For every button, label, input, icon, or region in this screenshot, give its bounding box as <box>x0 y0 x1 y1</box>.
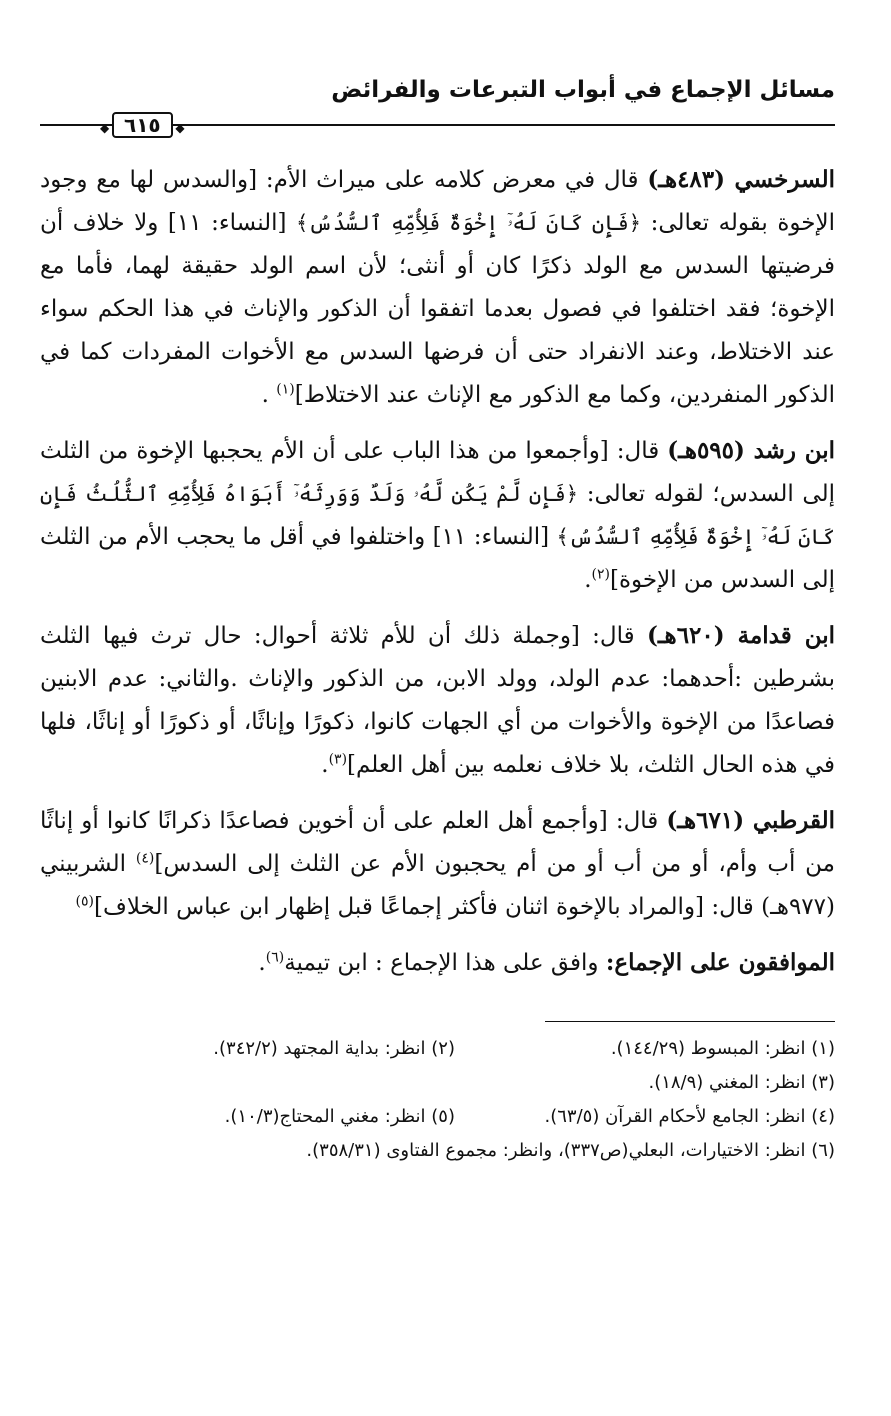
agreement-label: الموافقون على الإجماع: <box>605 949 835 976</box>
page <box>40 70 835 1168</box>
paragraph-qurtubi: القرطبي (٦٧١هـ) قال: [وأجمع أهل العلم على أن أخوين فصاعدًا ذكرانًا كانوا أو إناثًا من أب وأم، أو من أب أو من أم يحجبون الأم عن الثلث إلى السدس]$^{(٤)}$ الشربيني (٩٧٧هـ) قال: [والمراد بالإخوة اثنان فأكثر إجماعًا قبل إظهار ابن عباس الخلاف]$^{(٥)}$ <box>40 807 835 920</box>
page-number: ◆ ٦١٥ ◆ <box>112 112 173 138</box>
footnote-ref: (١) <box>276 381 295 398</box>
scholar-name: ابن قدامة (٦٢٠هـ) <box>646 622 835 649</box>
footnote-4: (٤) انظر: الجامع لأحكام القرآن (٦٣/٥). <box>544 1106 835 1127</box>
scholar-name: القرطبي (٦٧١هـ) <box>666 807 835 834</box>
footnote-6: (٦) انظر: الاختيارات، البعلي(ص٣٣٧)، وانظر: مجموع الفتاوى (٣٥٨/٣١). <box>306 1140 835 1161</box>
footnote-separator <box>545 1021 835 1022</box>
quran-verse: ﴿فَإِن لَّمْ يَكُن لَّهُۥ وَلَدٌ وَوَرِثَهُۥٓ أَبَوَاهُ فَلِأُمِّهِ ٱلثُّلُثُ فَإِن كَانَ لَهُۥٓ إِخْوَةٌ فَلِأُمِّهِ ٱلسُّدُسُ﴾ <box>40 482 835 549</box>
footnote-ref: (٣) <box>328 751 348 768</box>
footnote-ref: (٥) <box>75 893 94 910</box>
agreement-line: الموافقون على الإجماع: وافق على هذا الإجماع : ابن تيمية$^{(٦)}$. <box>258 949 835 976</box>
footnote-row <box>40 1032 835 1066</box>
paragraph-ibn-rushd: ابن رشد (٥٩٥هـ) قال: [وأجمعوا من هذا الباب على أن الأم يحجبها الإخوة من الثلث إلى السدس؛ لقوله تعالى: ﴿فَإِن لَّمْ يَكُن لَّهُۥ وَلَدٌ وَوَرِثَهُۥٓ أَبَوَاهُ فَلِأُمِّهِ ٱلثُّلُثُ فَإِن كَانَ لَهُۥٓ إِخْوَةٌ فَلِأُمِّهِ ٱلسُّدُسُ﴾ [النساء: ١١] واختلفوا في أقل ما يحجب الأم من الثلث إلى السدس من الإخوة]$^{(٢)}$. <box>40 437 836 593</box>
footnote-row <box>40 1066 835 1100</box>
header-title: مسائل الإجماع في أبواب التبرعات والفرائض <box>331 77 835 103</box>
main-text <box>40 158 835 985</box>
paragraph-ibn-qudama: ابن قدامة (٦٢٠هـ) قال: [وجملة ذلك أن للأم ثلاثة أحوال: حال ترث فيها الثلث بشرطين :أحدهما: عدم الولد، وولد الابن، من الذكور والإناث .والثاني: عدم الابنين فصاعدًا من الإخوة والأخوات من أي الجهات كانوا، ذكورًا وإناثًا، أو ذكورًا أو إناثًا، فلها في هذه الحال الثلث، بلا خلاف نعلمه بين أهل العلم]$^{(٣)}$. <box>40 622 835 778</box>
running-header <box>40 70 835 110</box>
footnote-1: (١) انظر: المبسوط (١٤٤/٢٩). <box>610 1038 835 1059</box>
footnote-3: (٣) انظر: المغني (١٨/٩). <box>648 1072 835 1093</box>
header-rule <box>40 112 835 138</box>
footnote-row <box>40 1100 835 1134</box>
footnote-5: (٥) انظر: مغني المحتاج(١٠/٣). <box>224 1106 455 1127</box>
footnote-ref: (٢) <box>591 566 610 583</box>
footnote-row <box>40 1134 835 1168</box>
footnote-ref: (٤) <box>135 850 155 867</box>
footnote-ref: (٦) <box>265 949 285 966</box>
quran-verse: ﴿فَإِن كَانَ لَهُۥٓ إِخْوَةٌ فَلِأُمِّهِ ٱلسُّدُسُ﴾ <box>296 211 642 235</box>
scholar-name: السرخسي (٤٨٣هـ) <box>647 166 835 193</box>
paragraph-sarakhsi: السرخسي (٤٨٣هـ) قال في معرض كلامه على ميراث الأم: [والسدس لها مع وجود الإخوة بقوله تعالى: ﴿فَإِن كَانَ لَهُۥٓ إِخْوَةٌ فَلِأُمِّهِ ٱلسُّدُسُ﴾ [النساء: ١١] ولا خلاف أن فرضيتها السدس مع الولد ذكرًا كان أو أنثى؛ لأن اسم الولد حقيقة لهما، فأما مع الإخوة؛ فقد اختلفوا في فصول بعدما اتفقوا أن الذكور والإناث في هذا الحكم سواء عند الاختلاط، وعند الانفراد حتى أن فرضها السدس مع الأخوات المفردات كما في الذكور المنفردين، وكما مع الذكور مع الإناث عند الاختلاط]$^{(١)}$ . <box>40 166 836 408</box>
footnotes <box>40 1032 835 1168</box>
scholar-name: ابن رشد (٥٩٥هـ) <box>667 437 836 464</box>
footnote-2: (٢) انظر: بداية المجتهد (٣٤٢/٢). <box>213 1038 455 1059</box>
